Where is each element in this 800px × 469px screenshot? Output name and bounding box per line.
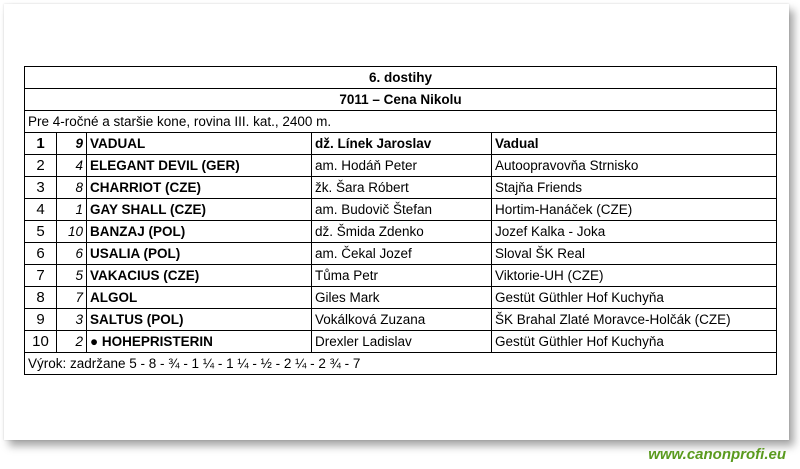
jockey-name: žk. Šara Róbert	[312, 177, 492, 199]
owner-name: Gestüt Güthler Hof Kuchyňa	[492, 331, 777, 353]
horse-name: USALIA (POL)	[87, 243, 312, 265]
horse-number: 7	[57, 287, 87, 309]
horse-number: 5	[57, 265, 87, 287]
jockey-name: Tůma Petr	[312, 265, 492, 287]
owner-name: ŠK Brahal Zlaté Moravce-Holčák (CZE)	[492, 309, 777, 331]
table-row	[25, 155, 777, 177]
horse-number: 8	[57, 177, 87, 199]
race-result-row	[25, 353, 777, 375]
horse-name: CHARRIOT (CZE)	[87, 177, 312, 199]
jockey-name: am. Čekal Jozef	[312, 243, 492, 265]
horse-number: 1	[57, 199, 87, 221]
horse-name: VADUAL	[87, 133, 312, 155]
table-row	[25, 243, 777, 265]
horse-number: 2	[57, 331, 87, 353]
race-name: 7011 – Cena Nikolu	[25, 89, 777, 111]
horse-number: 6	[57, 243, 87, 265]
placing: 2	[25, 155, 57, 177]
jockey-name: Giles Mark	[312, 287, 492, 309]
owner-name: Jozef Kalka - Joka	[492, 221, 777, 243]
placing: 9	[25, 309, 57, 331]
jockey-name: Drexler Ladislav	[312, 331, 492, 353]
table-row	[25, 177, 777, 199]
horse-name: ELEGANT DEVIL (GER)	[87, 155, 312, 177]
placing: 8	[25, 287, 57, 309]
table-row	[25, 265, 777, 287]
owner-name: Vadual	[492, 133, 777, 155]
table-row	[25, 331, 777, 353]
owner-name: Autoopravovňa Strnisko	[492, 155, 777, 177]
table-row	[25, 309, 777, 331]
jockey-name: dž. Línek Jaroslav	[312, 133, 492, 155]
horse-name: BANZAJ (POL)	[87, 221, 312, 243]
owner-name: Viktorie-UH (CZE)	[492, 265, 777, 287]
owner-name: Hortim-Hanáček (CZE)	[492, 199, 777, 221]
table-row	[25, 287, 777, 309]
table-row	[25, 199, 777, 221]
owner-name: Stajňa Friends	[492, 177, 777, 199]
race-conditions: Pre 4-ročné a staršie kone, rovina III. kat., 2400 m.	[25, 111, 777, 133]
placing: 4	[25, 199, 57, 221]
placing: 6	[25, 243, 57, 265]
horse-name: SALTUS (POL)	[87, 309, 312, 331]
jockey-name: Vokálková Zuzana	[312, 309, 492, 331]
table-row	[25, 221, 777, 243]
horse-number: 9	[57, 133, 87, 155]
horse-number: 10	[57, 221, 87, 243]
owner-name: Sloval ŠK Real	[492, 243, 777, 265]
table-row	[25, 133, 777, 155]
placing: 10	[25, 331, 57, 353]
race-name-row	[25, 89, 777, 111]
horse-name: GAY SHALL (CZE)	[87, 199, 312, 221]
placing: 3	[25, 177, 57, 199]
results-card	[4, 4, 789, 440]
horse-name: ALGOL	[87, 287, 312, 309]
placing: 7	[25, 265, 57, 287]
jockey-name: am. Budovič Štefan	[312, 199, 492, 221]
watermark: www.canonprofi.eu	[648, 446, 786, 463]
race-title: 6. dostihy	[25, 67, 777, 89]
horse-name: VAKACIUS (CZE)	[87, 265, 312, 287]
jockey-name: am. Hodáň Peter	[312, 155, 492, 177]
placing: 1	[25, 133, 57, 155]
race-conditions-row	[25, 111, 777, 133]
owner-name: Gestüt Güthler Hof Kuchyňa	[492, 287, 777, 309]
race-result: Výrok: zadržane 5 - 8 - ¾ - 1 ¼ - 1 ¼ - ½ - 2 ¼ - 2 ¾ - 7	[25, 353, 777, 375]
horse-number: 4	[57, 155, 87, 177]
placing: 5	[25, 221, 57, 243]
horse-name: ● HOHEPRISTERIN	[87, 331, 312, 353]
jockey-name: dž. Šmida Zdenko	[312, 221, 492, 243]
race-results-table	[24, 66, 777, 375]
horse-number: 3	[57, 309, 87, 331]
race-title-row	[25, 67, 777, 89]
